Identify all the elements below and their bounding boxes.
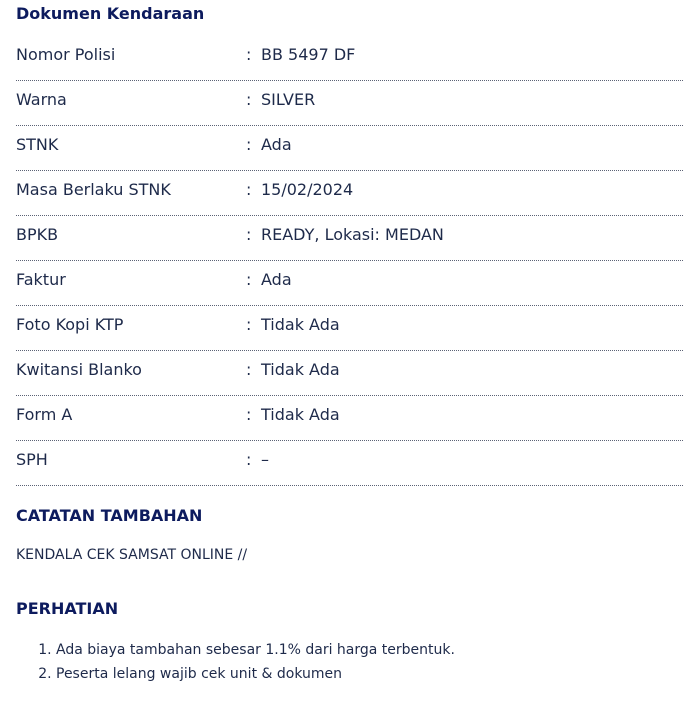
row-value: Ada bbox=[261, 270, 292, 289]
row-value: Tidak Ada bbox=[261, 315, 340, 334]
row-label: Nomor Polisi bbox=[16, 45, 116, 64]
document-row-stnk bbox=[16, 126, 683, 171]
row-value: READY, Lokasi: MEDAN bbox=[261, 225, 444, 244]
document-row-faktur bbox=[16, 261, 683, 306]
notes-section-title: CATATAN TAMBAHAN bbox=[16, 506, 203, 525]
document-row-warna bbox=[16, 81, 683, 126]
document-row-kwitansi-blanko bbox=[16, 351, 683, 396]
attention-item: 1. Ada biaya tambahan sebesar 1.1% dari harga terbentuk. bbox=[56, 638, 696, 662]
row-separator: : bbox=[246, 45, 252, 64]
row-value: Tidak Ada bbox=[261, 405, 340, 424]
row-label: Kwitansi Blanko bbox=[16, 360, 142, 379]
row-separator: : bbox=[246, 180, 252, 199]
row-value: BB 5497 DF bbox=[261, 45, 356, 64]
row-label: Foto Kopi KTP bbox=[16, 315, 124, 334]
row-label: BPKB bbox=[16, 225, 59, 244]
attention-item: 2. Peserta lelang wajib cek unit & dokumen bbox=[56, 662, 696, 686]
row-separator: : bbox=[246, 450, 252, 469]
row-label: Faktur bbox=[16, 270, 66, 289]
document-section-title: Dokumen Kendaraan bbox=[16, 4, 205, 23]
row-label: SPH bbox=[16, 450, 48, 469]
row-value: SILVER bbox=[261, 90, 316, 109]
attention-section-title: PERHATIAN bbox=[16, 599, 119, 618]
row-label: Masa Berlaku STNK bbox=[16, 180, 171, 199]
row-separator: : bbox=[246, 315, 252, 334]
row-value: Tidak Ada bbox=[261, 360, 340, 379]
notes-text: KENDALA CEK SAMSAT ONLINE // bbox=[16, 547, 248, 563]
row-label: STNK bbox=[16, 135, 59, 154]
row-separator: : bbox=[246, 405, 252, 424]
row-separator: : bbox=[246, 225, 252, 244]
row-value: Ada bbox=[261, 135, 292, 154]
row-separator: : bbox=[246, 135, 252, 154]
attention-list bbox=[16, 638, 696, 686]
row-value: – bbox=[261, 450, 269, 469]
row-value: 15/02/2024 bbox=[261, 180, 354, 199]
document-row-form-a bbox=[16, 396, 683, 441]
row-separator: : bbox=[246, 90, 252, 109]
document-row-nomor-polisi bbox=[16, 36, 683, 81]
row-separator: : bbox=[246, 270, 252, 289]
row-separator: : bbox=[246, 360, 252, 379]
document-table bbox=[16, 36, 683, 486]
document-row-sph bbox=[16, 441, 683, 486]
row-label: Form A bbox=[16, 405, 73, 424]
document-row-foto-kopi-ktp bbox=[16, 306, 683, 351]
document-row-masa-berlaku-stnk bbox=[16, 171, 683, 216]
document-row-bpkb bbox=[16, 216, 683, 261]
row-label: Warna bbox=[16, 90, 67, 109]
